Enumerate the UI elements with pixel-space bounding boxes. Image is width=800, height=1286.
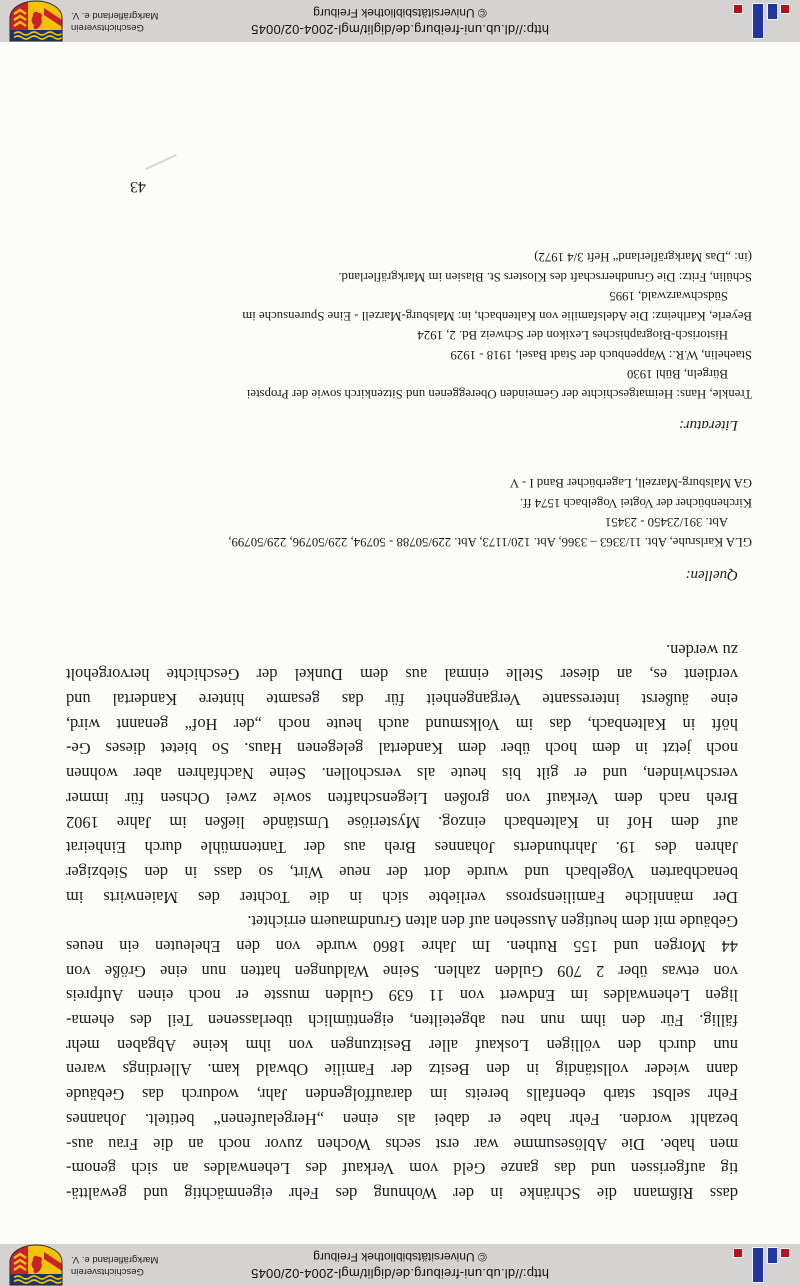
page-number: 43 <box>130 178 146 195</box>
body-line: men habe. Die Ablösesumme war erst sechs Wochen zuvor noch an die Frau aus- <box>66 1134 738 1154</box>
source-line: GLA Karlsruhe, Abt. 11/3363 – 3366, Abt. 120/1173, Abt. 229/50788 - 50794, 229/50796, 229/50799, <box>228 535 752 549</box>
association-name-line1: Geschichtsverein <box>71 22 144 33</box>
ub-logo-red-dot-left <box>780 4 790 14</box>
body-line: tig aufgerissen und das ganze Geld vom Verkauf des Lehenwaldes an sich genom- <box>66 1159 738 1179</box>
body-line: auf dem Hof in Kaltenbach einzog. Mysteriöse Umstände ließen im Jahre 1902 <box>66 813 738 833</box>
literature-line: Beyerle, Karlheinz: Die Adelsfamilie von Kaltenbach, in: Malsburg-Marzell - Eine Spurensuche im <box>242 309 752 323</box>
source-line: Kirchenbücher der Vogtei Vogelbach 1574 ff. <box>520 496 752 510</box>
body-line: verschwinden, und er gilt bis heute als verschollen. Seine Nachfahren aber wohnen <box>66 764 738 784</box>
association-name-line2: Markgräflerland e. V. <box>71 1254 159 1265</box>
ub-logo-short-bar <box>767 1247 778 1264</box>
body-line: dann wieder vollständig in den Besitz der Familie Obwald kam. Allerdings waren <box>66 1060 738 1080</box>
watermark-center-text <box>190 6 610 42</box>
document-url: http://dl.ub.uni-freiburg.de/diglit/mgl-2004-02/0045 <box>250 22 550 37</box>
body-line: eine äußerst interessante Vergangenheit für das gesamte hintere Kandertal und <box>66 689 738 709</box>
body-line: höft in Kaltenbach, das im Volksmund auch heute noch „der Hof“ genannt wird, <box>66 714 738 734</box>
document-url: http://dl.ub.uni-freiburg.de/diglit/mgl-2004-02/0045 <box>250 1266 550 1281</box>
source-line: GA Malsburg-Marzell, Lagerbücher Band I - V <box>509 476 752 491</box>
ub-logo-red-dot-right <box>733 1248 743 1258</box>
literature-line: (in: „Das Markgräflerland“ Heft 3/4 1972) <box>534 250 752 265</box>
ub-logo-tall-bar <box>752 1247 764 1283</box>
association-block <box>8 0 158 42</box>
literature-line: Staehelin, W.R.: Wappenbuch der Stadt Basel, 1918 - 1929 <box>450 348 752 362</box>
body-line: Gebäude mit dem heutigen Aussehen auf den alten Grundmauern errichtet. <box>247 912 738 932</box>
source-line: Abt. 391/23450 - 23451 <box>605 515 728 530</box>
body-line: bezahlt worden. Fehr habe er dabei als einen „Hergelaufenen“ betitelt. Johannes <box>66 1109 738 1129</box>
copyright-line: © Universitätsbibliothek Freiburg <box>313 1250 487 1264</box>
ub-freiburg-logo-icon <box>730 1 790 39</box>
body-line: nun durch den völligen Loskauf aller Besitzungen von ihm keine Abgaben mehr <box>66 1035 738 1055</box>
association-block <box>8 1244 158 1286</box>
sources-heading: Quellen: <box>685 567 738 583</box>
body-line: Der männliche Familienspross verliebte sich in die Tochter des Maienwirts im <box>66 887 738 907</box>
literature-list <box>52 247 752 403</box>
association-name <box>71 9 158 33</box>
association-name <box>71 1253 158 1277</box>
markgraeflerland-coat-of-arms-icon <box>8 0 64 42</box>
body-line: 44 Morgen und 155 Ruthen. Im Jahre 1860 wurde von den Eheleuten ein neues <box>66 936 738 956</box>
body-line: fällig. Für den ihm nun neu abgeteilten, eigentümlich überlassenen Teil des ehema- <box>66 1011 738 1031</box>
literature-line: Schülin, Fritz: Die Grundherrschaft des Klosters St. Blasien im Markgräflerland. <box>338 270 752 284</box>
body-line: Jahren des 19. Jahrhunderts Johannes Breh aus der Tantenmühle durch Einheirat <box>66 838 738 858</box>
literature-line: Trenkle, Hans: Heimatgeschichte der Gemeinden Obereggenen und Sitzenkirch sowie der Propstei <box>246 387 752 401</box>
ub-logo-short-bar <box>767 3 778 20</box>
body-line: zu werden. <box>666 640 738 660</box>
literature-line: Südschwarzwald, 1995 <box>609 289 728 304</box>
body-line: ligen Lehenwaldes im Endwert von 11 639 Gulden musste er noch einen Aufpreis <box>66 986 738 1006</box>
ub-freiburg-logo-icon <box>730 1245 790 1283</box>
watermark-bar-bottom <box>0 0 800 42</box>
copyright-line: © Universitätsbibliothek Freiburg <box>313 6 487 20</box>
ub-logo-tall-bar <box>752 3 764 39</box>
association-name-line2: Markgräflerland e. V. <box>71 10 159 21</box>
body-line: Breh nach dem Verkauf von großen Liegenschaften sowie zwei Ochsen für immer <box>66 788 738 808</box>
sources-list <box>52 473 752 551</box>
body-line: noch jetzt in dem hoch über dem Kandertal gelegenen Haus. So bietet dieses Ge- <box>66 739 738 759</box>
literature-line: Historisch-Biographisches Lexikon der Schweiz Bd. 2, 1924 <box>417 328 728 343</box>
literature-line: Bürgeln, Bühl 1930 <box>626 367 728 382</box>
body-line: Fehr selbst starb ebenfalls bereits im darauffolgenden Jahr, wodurch das Gebäude <box>66 1085 738 1105</box>
body-text-block <box>66 637 738 1205</box>
body-line: verdient es, an dieser Stelle einmal aus dem Dunkel der Geschichte hervorgeholt <box>66 665 738 685</box>
association-name-line1: Geschichtsverein <box>71 1266 144 1277</box>
scan-smudge-artifact <box>145 154 177 170</box>
watermark-bar-top <box>0 1244 800 1286</box>
ub-logo-red-dot-right <box>733 4 743 14</box>
body-line: benachbarten Vogelbach und wurde dort der neue Wirt, so dass in den Siebziger <box>66 862 738 882</box>
markgraeflerland-coat-of-arms-icon <box>8 1244 64 1286</box>
body-line: dass Rißmann die Schränke in der Wohnung des Fehr eigenmächtig und gewalttä- <box>66 1184 738 1203</box>
body-line: von etwas über 2 709 Gulden zahlen. Seine Waldungen hatten nun eine Größe von <box>66 961 738 981</box>
literature-heading: Literatur: <box>678 417 738 433</box>
ub-logo-red-dot-left <box>780 1248 790 1258</box>
watermark-center-text <box>190 1250 610 1286</box>
